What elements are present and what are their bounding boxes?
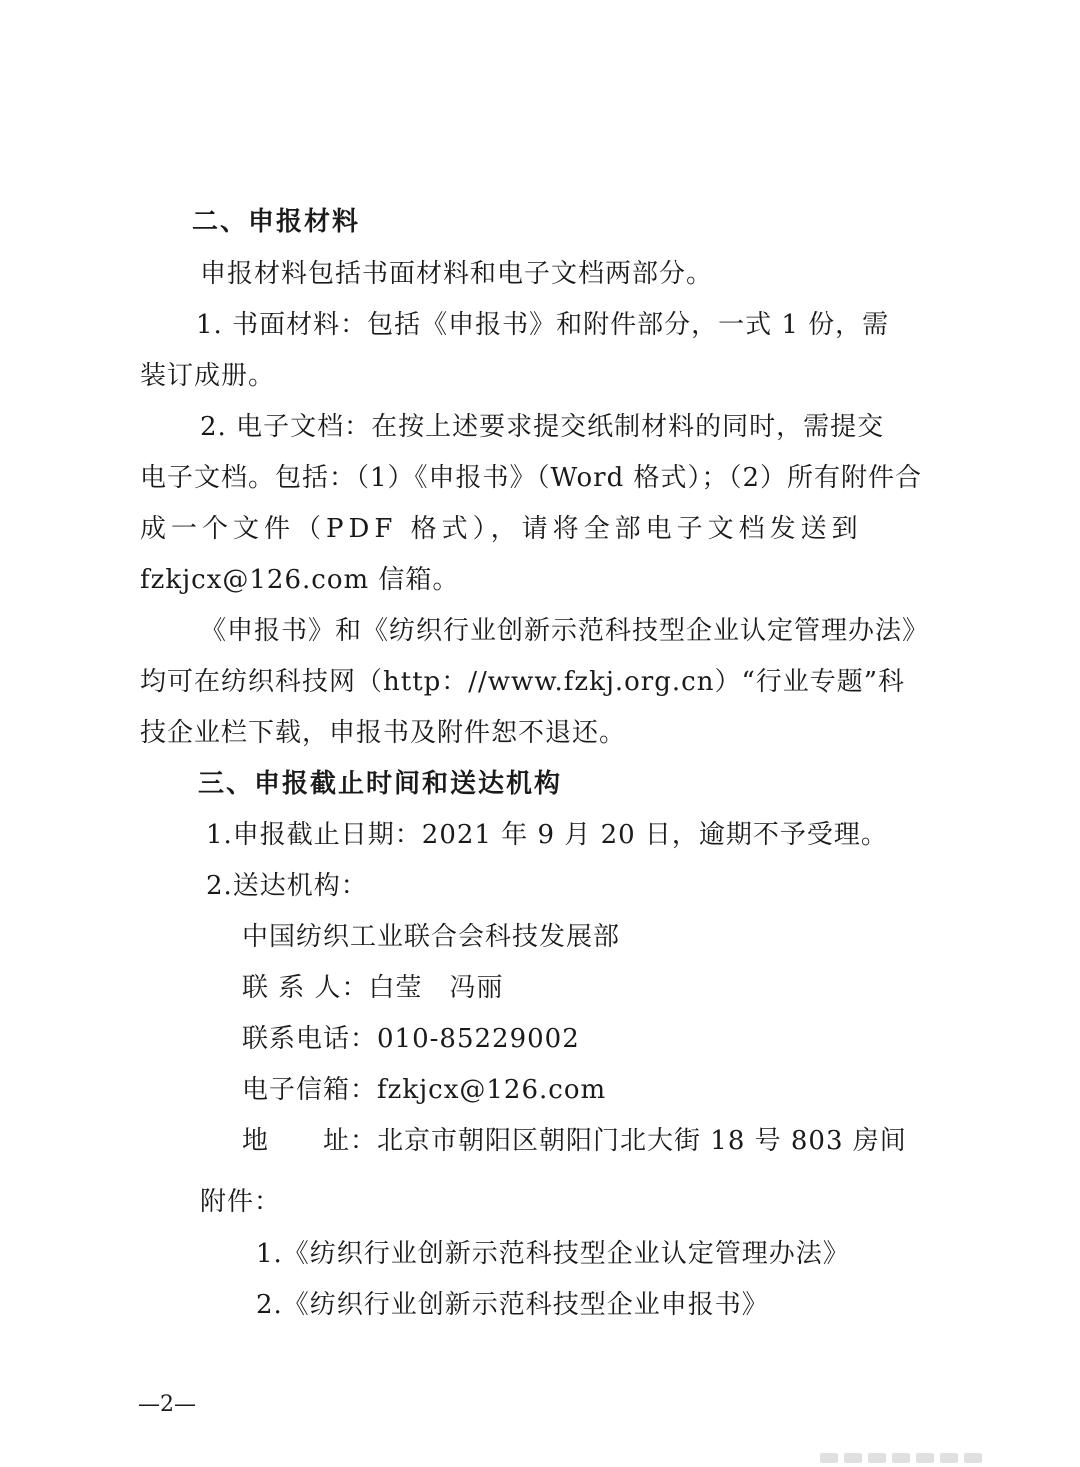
item-2-line-3: 成一个文件（PDF 格式），请将全部电子文档发送到 <box>140 514 863 544</box>
email-value: fzkjcx@126.com <box>377 1075 607 1105</box>
section-3-heading: 三、申报截止时间和送达机构 <box>198 769 563 799</box>
agency-label: 2.送达机构： <box>206 871 368 901</box>
section-2-heading: 二、申报材料 <box>192 207 361 237</box>
item-1-line-2: 装订成册。 <box>140 361 276 391</box>
item-1-line-1: 1. 书面材料：包括《申报书》和附件部分，一式 1 份，需 <box>196 310 890 340</box>
address-label: 地 址： <box>242 1126 378 1156</box>
attachment-item-2: 2.《纺织行业创新示范科技型企业申报书》 <box>256 1290 769 1320</box>
item-2-line-2: 电子文档。包括：（1）《申报书》（Word 格式）；（2）所有附件合 <box>140 463 923 493</box>
email-label: 电子信箱： <box>242 1075 378 1105</box>
phone-row <box>242 1021 580 1057</box>
contact-value: 白莹 冯丽 <box>368 973 504 1003</box>
phone-label: 联系电话： <box>242 1024 378 1054</box>
section-2-intro: 申报材料包括书面材料和电子文档两部分。 <box>200 259 714 289</box>
page-number: —2— <box>138 1392 196 1417</box>
address-value: 北京市朝阳区朝阳门北大街 18 号 803 房间 <box>377 1126 907 1156</box>
note-line-1: 《申报书》和《纺织行业创新示范科技型企业认定管理办法》 <box>200 616 930 646</box>
address-row <box>242 1123 907 1159</box>
email-row <box>242 1072 606 1108</box>
attachment-item-1: 1.《纺织行业创新示范科技型企业认定管理办法》 <box>256 1239 850 1269</box>
watermark-graphic <box>820 1448 1040 1462</box>
contact-row <box>242 970 504 1006</box>
deadline-line: 1.申报截止日期：2021 年 9 月 20 日，逾期不予受理。 <box>206 820 888 850</box>
attachments-label: 附件： <box>200 1187 282 1217</box>
item-2-line-1: 2. 电子文档：在按上述要求提交纸制材料的同时，需提交 <box>200 412 885 442</box>
note-line-2: 均可在纺织科技网（http：//www.fzkj.org.cn）“行业专题”科 <box>140 667 906 697</box>
agency-name: 中国纺织工业联合会科技发展部 <box>242 922 621 952</box>
note-line-3: 技企业栏下载，申报书及附件恕不退还。 <box>140 718 627 748</box>
item-2-line-4: fzkjcx@126.com 信箱。 <box>140 565 460 595</box>
phone-value: 010-85229002 <box>377 1024 580 1054</box>
contact-label: 联 系 人： <box>242 973 369 1003</box>
